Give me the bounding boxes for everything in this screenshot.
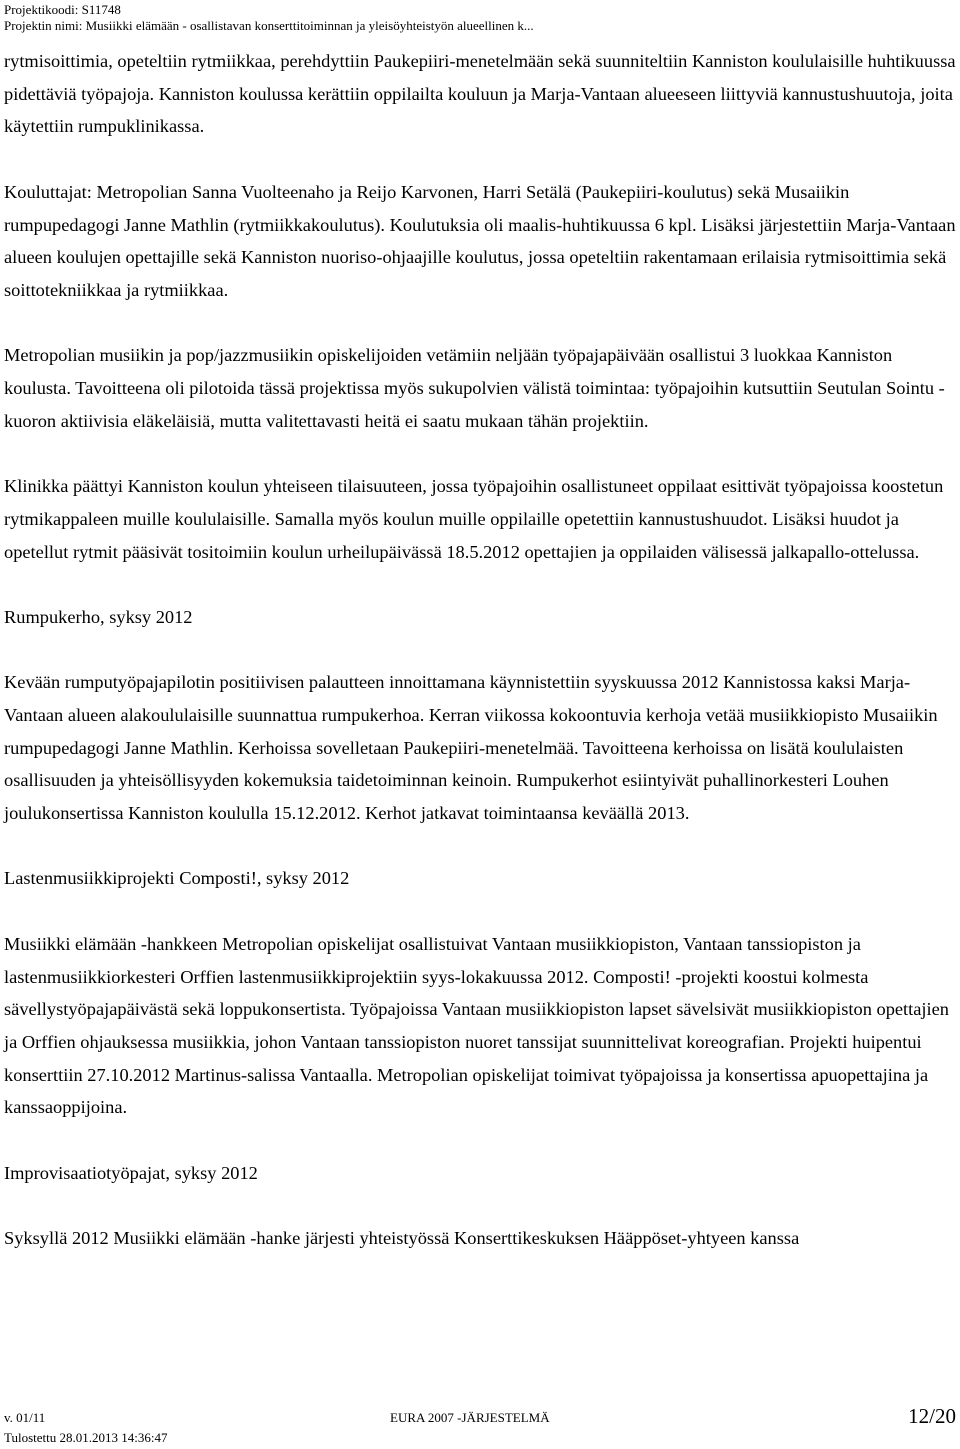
footer-version: v. 01/11 xyxy=(4,1410,46,1425)
page-footer xyxy=(4,1406,956,1446)
section-heading-rumpukerho: Rumpukerho, syksy 2012 xyxy=(4,606,193,627)
footer-system: EURA 2007 -JÄRJESTELMÄ xyxy=(390,1410,550,1425)
paragraph-composti: Musiikki elämään -hankkeen Metropolian opiskelijat osallistuivat Vantaan musiikkiopiston, Vantaan tanssiopiston ja lastenmusiikkiorkesteri Orffien lastenmusiikkiprojektiin syys-lokakuussa 2012. Composti! -projekti koostui kolmesta sävellystyöpajapäivästä sekä loppukonsertista. Työpajoissa Vantaan musiikkiopiston lapset sävelsivät musiikkiopiston opettajien ja Orffien ohjauksessa musiikkia, johon Vantaan tanssiopiston nuoret tanssijat suunnittelivat koreografian. Projekti huipentui konserttiin 27.10.2012 Martinus-salissa Vantaalla. Metropolian opiskelijat toimivat työpajoissa ja konsertissa apuopettajina ja kanssaoppijoina. xyxy=(4,933,950,1118)
footer-printed: Tulostettu 28.01.2013 14:36:47 xyxy=(4,1430,168,1445)
project-code: Projektikoodi: S11748 xyxy=(4,2,121,17)
paragraph-rumpukerho: Kevään rumputyöpajapilotin positiivisen palautteen innoittamana käynnistettiin syyskuussa 2012 Kannistossa kaksi Marja-Vantaan alueen alakoululaisille suunnattua rumpukerhoa. Kerran viikossa kokoontuvia kerhoja vetää musiikkiopisto Musaiikin rumpupedagogi Janne Mathlin. Kerhoissa sovelletaan Paukepiiri-menetelmää. Tavoitteena kerhoissa on lisätä koululaisten osallisuuden ja yhteisöllisyyden kokemuksia taidetoiminnan keinoin. Rumpukerhot esiintyivät puhallinorkesteri Louhen joulukonsertissa Kanniston koululla 15.12.2012. Kerhot jatkavat toimintaansa keväällä 2013. xyxy=(4,672,938,824)
page-number: 12/20 xyxy=(908,1404,956,1428)
document-body xyxy=(4,45,956,1288)
section-heading-improvisaatio: Improvisaatiotyöpajat, syksy 2012 xyxy=(4,1162,258,1183)
paragraph-klinikka: Klinikka päättyi Kanniston koulun yhteiseen tilaisuuteen, jossa työpajoihin osallistuneet oppilaat esittivät työpajoissa koostetun rytmikappaleen muille koululaisille. Samalla myös koulun muille oppilaille opetettiin kannustushuudot. Lisäksi huudot ja opetellut rytmit pääsivät tositoimiin koulun urheilupäivässä 18.5.2012 opettajien ja oppilaiden välisessä jalkapallo-ottelussa. xyxy=(4,476,944,562)
paragraph-kouluttajat: Kouluttajat: Metropolian Sanna Vuolteenaho ja Reijo Karvonen, Harri Setälä (Paukepiiri-koulutus) sekä Musaiikin rumpupedagogi Janne Mathlin (rytmiikkakoulutus). Koulutuksia oli maalis-huhtikuussa 6 kpl. Lisäksi järjestettiin Marja-Vantaan alueen koulujen opettajille sekä Kanniston nuoriso-ohjaajille koulutus, jossa opeteltiin rakentamaan erilaisia rytmisoittimia sekä soittotekniikkaa ja rytmiikkaa. xyxy=(4,181,956,300)
paragraph-improvisaatio: Syksyllä 2012 Musiikki elämään -hanke järjesti yhteistyössä Konserttikeskuksen Hääppöset-yhtyeen kanssa xyxy=(4,1228,800,1249)
paragraph-metropolian-tyopajat: Metropolian musiikin ja pop/jazzmusiikin opiskelijoiden vetämiin neljään työpajapäivään osallistui 3 luokkaa Kanniston koulusta. Tavoitteena oli pilotoida tässä projektissa myös sukupolvien välistä toimintaa: työpajoihin kutsuttiin Seutulan Sointu -kuoron aktiivisia eläkeläisiä, mutta valitettavasti heitä ei saatu mukaan tähän projektiin. xyxy=(4,345,945,431)
section-heading-composti: Lastenmusiikkiprojekti Composti!, syksy 2012 xyxy=(4,868,350,889)
page-header xyxy=(4,2,956,34)
paragraph-rytmisoittimia: rytmisoittimia, opeteltiin rytmiikkaa, perehdyttiin Paukepiiri-menetelmään sekä suunniteltiin Kanniston koululaisille huhtikuussa pidettäviä työpajoja. Kanniston koulussa kerättiin oppilailta kouluun ja Marja-Vantaan alueeseen liittyviä kannustushuutoja, joita käytettiin rumpuklinikassa. xyxy=(4,51,956,137)
project-name: Projektin nimi: Musiikki elämään - osallistavan konserttitoiminnan ja yleisöyhteistyön alueellinen k... xyxy=(4,18,534,33)
